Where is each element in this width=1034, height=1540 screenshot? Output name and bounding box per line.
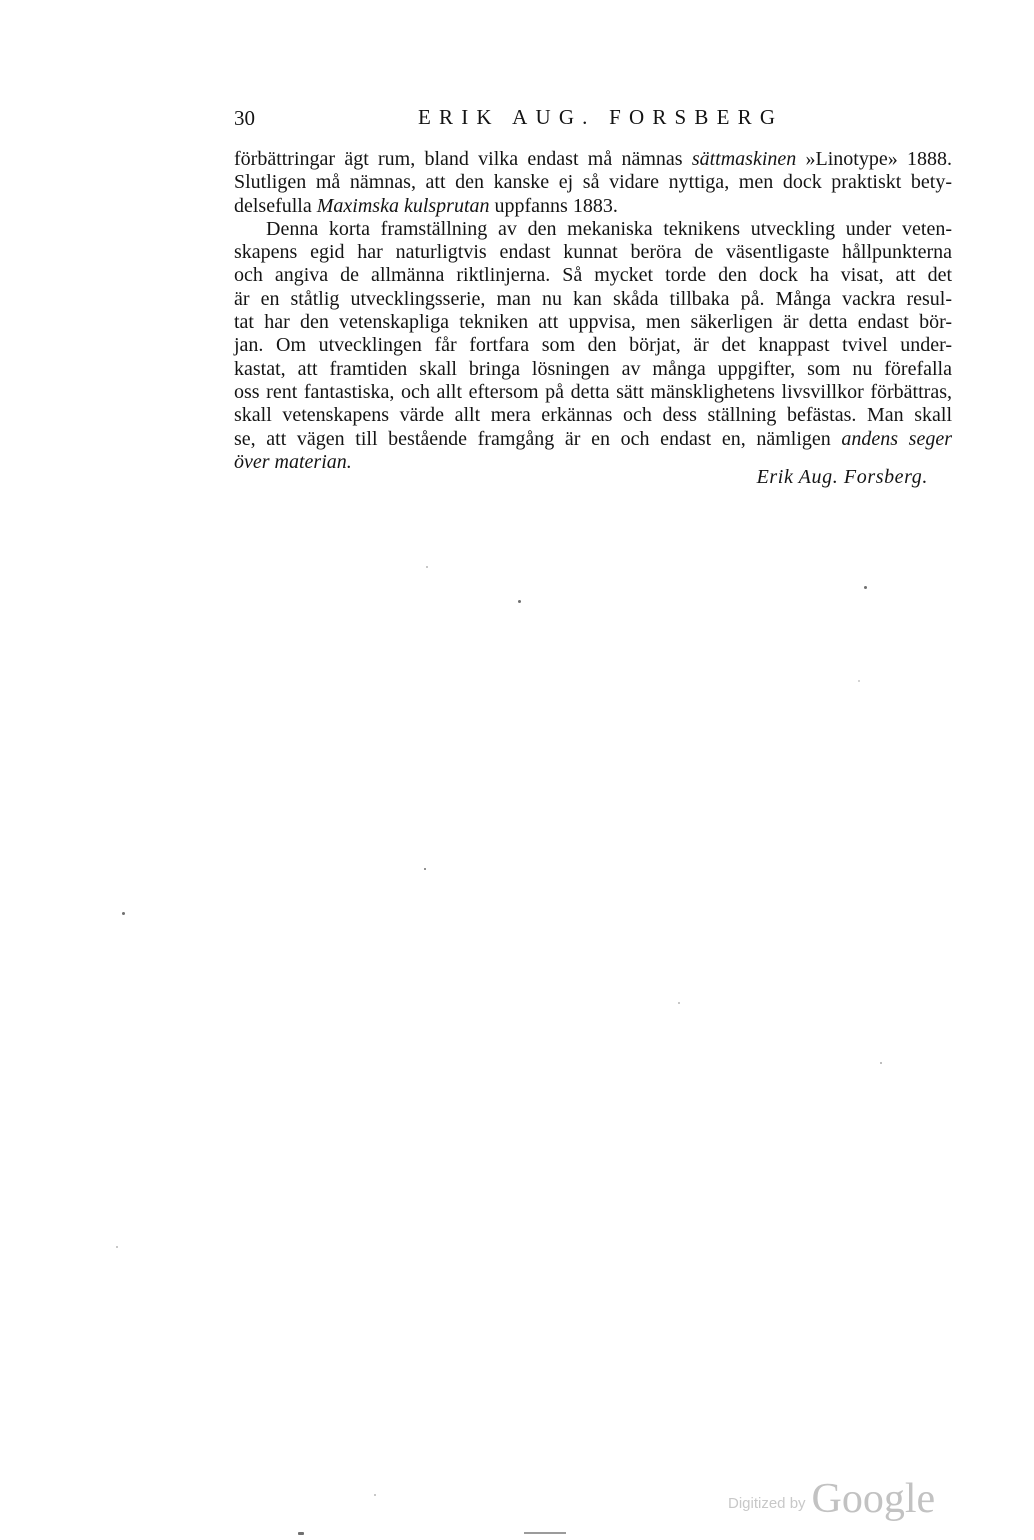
text-run: kastat, att framtiden skall bringa lösningen av många uppgifter, som nu förefalla xyxy=(234,357,952,380)
text-line xyxy=(234,148,952,171)
text-line xyxy=(234,241,952,264)
text-line xyxy=(234,264,952,287)
text-run: se, att vägen till bestående framgång är en och endast en, nämligen xyxy=(234,427,842,450)
text-line xyxy=(234,428,952,451)
text-run: »Linotype» 1888. xyxy=(796,148,952,170)
text-run: delsefulla xyxy=(234,194,317,217)
text-line xyxy=(234,288,952,311)
text-line xyxy=(234,334,952,357)
text-line xyxy=(234,218,952,241)
text-run-italic: över materian. xyxy=(234,450,352,473)
text-run: skapens egid har naturligtvis endast kunnat beröra de väsentligaste hållpunkterna xyxy=(234,241,952,264)
text-run: skall vetenskapens värde allt mera erkännas och dess ställning befästas. Man skall xyxy=(234,404,952,427)
scan-speck xyxy=(426,566,428,568)
scan-speck xyxy=(524,1532,566,1534)
scan-speck xyxy=(116,1246,118,1248)
scan-speck xyxy=(880,1062,882,1064)
scan-speck xyxy=(374,1494,376,1496)
text-run: förbättringar ägt rum, bland vilka endast må nämnas xyxy=(234,148,692,170)
author-signature: Erik Aug. Forsberg. xyxy=(756,466,928,488)
scan-speck xyxy=(678,1002,680,1004)
text-run: jan. Om utvecklingen får fortfara som den börjat, är det knappast tvivel under- xyxy=(234,334,952,357)
scan-speck xyxy=(858,680,860,682)
text-line xyxy=(234,195,952,218)
text-line xyxy=(234,404,952,427)
text-line xyxy=(234,381,952,404)
text-run: uppfanns 1883. xyxy=(489,194,618,217)
digitized-by-google-watermark xyxy=(728,1472,935,1524)
scan-speck xyxy=(518,600,521,603)
text-line xyxy=(234,171,952,194)
page-number: 30 xyxy=(234,106,255,130)
text-line xyxy=(234,358,952,381)
text-run-italic: Maximska kulsprutan xyxy=(316,194,490,217)
body-text xyxy=(234,148,952,474)
google-logo: Google xyxy=(811,1476,936,1522)
text-run: Slutligen må nämnas, att den kanske ej så vidare nyttiga, men dock praktiskt bety- xyxy=(234,171,952,194)
text-run: tat har den vetenskapliga tekniken att uppvisa, men säkerligen är detta endast bör- xyxy=(234,311,952,334)
scan-speck xyxy=(424,868,426,870)
text-run-italic: sättmaskinen xyxy=(691,148,797,170)
text-run: Denna korta framställning av den mekaniska teknikens utveckling under veten- xyxy=(266,217,952,240)
scan-speck xyxy=(298,1532,304,1535)
running-title: ERIK AUG. FORSBERG xyxy=(418,105,784,129)
text-run: är en ståtlig utvecklingsserie, man nu kan skåda tillbaka på. Många vackra resul- xyxy=(234,287,952,310)
text-run: och angiva de allmänna riktlinjerna. Så mycket torde den dock ha visat, att det xyxy=(234,264,952,287)
digitized-label: Digitized by xyxy=(728,1495,806,1512)
scan-speck xyxy=(864,586,867,589)
text-run-italic: andens seger xyxy=(841,427,953,450)
text-line xyxy=(234,311,952,334)
scan-speck xyxy=(122,912,125,915)
text-run: oss rent fantastiska, och allt eftersom på detta sätt mänsklighetens livsvillkor förbättras, xyxy=(234,380,952,403)
